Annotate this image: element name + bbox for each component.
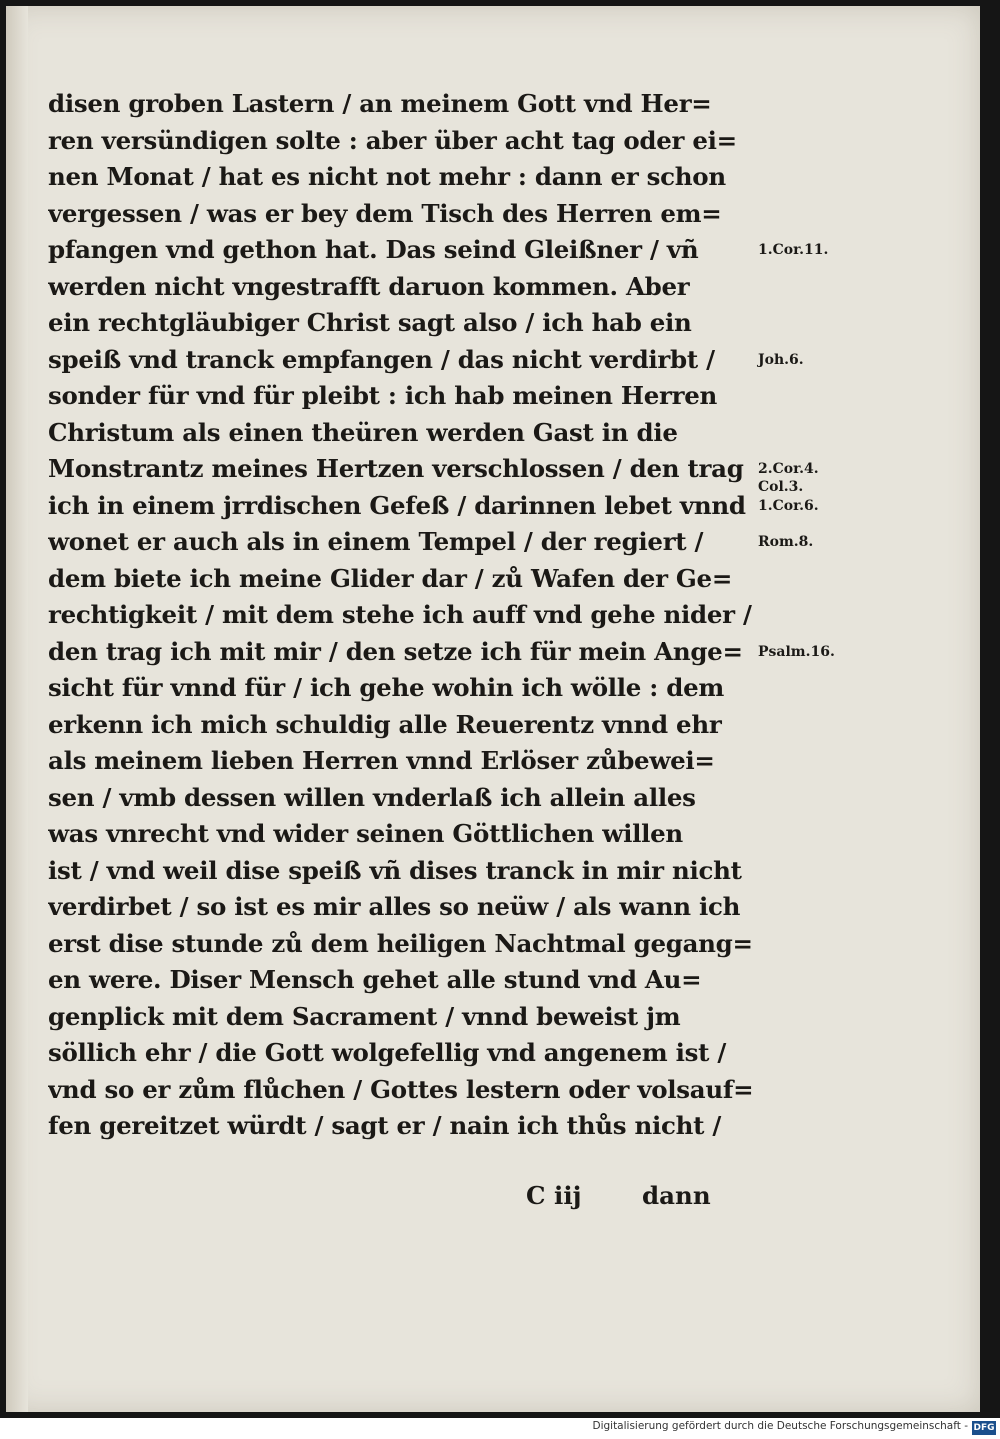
text-line: sen / vmb dessen willen vnderlaß ich allein alles <box>48 782 696 812</box>
text-line: rechtigkeit / mit dem stehe ich auff vnd gehe nider / <box>48 600 752 629</box>
text-line: disen groben Lastern / an meinem Gott vnd Her= <box>48 89 712 118</box>
text-line: vnd so er zům flůchen / Gottes lestern oder volsauf= <box>48 1074 754 1104</box>
text-line: sicht für vnnd für / ich gehe wohin ich wölle : dem <box>48 673 725 702</box>
text-line: verdirbet / so ist es mir alles so neüw / als wann ich <box>48 892 741 921</box>
margin-reference: 1.Cor.11. <box>758 242 829 258</box>
text-line: speiß vnd tranck empfangen / das nicht verdirbt / <box>48 344 715 374</box>
text-line: ist / vnd weil dise speiß vñ dises tranck in mir nicht <box>48 855 742 885</box>
text-line: den trag ich mit mir / den setze ich für mein Ange= <box>48 636 743 666</box>
text-line: wonet er auch als in einem Tempel / der regiert / <box>48 527 704 556</box>
text-line: was vnrecht vnd wider seinen Göttlichen willen <box>48 819 683 848</box>
dfg-logo: DFG <box>973 1423 995 1433</box>
text-line: als meinem lieben Herren vnnd Erlöser zůbewei= <box>48 746 715 775</box>
text-line: ren versündigen solte : aber über acht tag oder ei= <box>48 125 737 155</box>
text-line: ein rechtgläubiger Christ sagt also / ich hab ein <box>48 308 692 337</box>
body-text <box>48 86 768 1145</box>
text-line: erkenn ich mich schuldig alle Reuerentz vnnd ehr <box>48 709 722 739</box>
page-footer <box>6 1181 726 1217</box>
text-line: sonder für vnd für pleibt : ich hab meinen Herren <box>48 381 718 410</box>
text-line: nen Monat / hat es nicht not mehr : dann er schon <box>48 162 726 191</box>
text-line: dem biete ich meine Glider dar / zů Wafen der Ge= <box>48 563 733 593</box>
margin-reference: Col.3. <box>758 479 804 496</box>
margin-reference: Rom.8. <box>758 534 814 550</box>
text-line: söllich ehr / die Gott wolgefellig vnd angenem ist / <box>48 1038 727 1067</box>
text-line: erst dise stunde zů dem heiligen Nachtmal gegang= <box>48 928 753 958</box>
margin-reference: Psalm.16. <box>758 643 835 660</box>
text-line: ich in einem jrrdischen Gefeß / darinnen lebet vnnd <box>48 490 746 520</box>
catchword: dann <box>642 1181 711 1210</box>
signature-mark: C iij <box>526 1181 582 1210</box>
margin-reference: Joh.6. <box>758 351 804 368</box>
text-line: pfangen vnd gethon hat. Das seind Gleißner / vñ <box>48 235 699 264</box>
margin-reference: 1.Cor.6. <box>758 497 819 514</box>
digitization-credit: Digitalisierung gefördert durch die Deutsche Forschungsgemeinschaft - <box>592 1420 968 1432</box>
book-page <box>6 6 980 1412</box>
text-line: en were. Diser Mensch gehet alle stund vnd Au= <box>48 965 702 994</box>
text-line: vergessen / was er bey dem Tisch des Herren em= <box>48 198 722 228</box>
text-line: werden nicht vngestrafft daruon kommen. Aber <box>48 271 690 301</box>
text-line: fen gereitzet würdt / sagt er / nain ich thůs nicht / <box>48 1111 721 1140</box>
text-line: Christum als einen theüren werden Gast in die <box>48 417 678 447</box>
margin-reference: 2.Cor.4. <box>758 461 819 477</box>
text-line: Monstrantz meines Hertzen verschlossen / den trag <box>48 454 744 483</box>
text-line: genplick mit dem Sacrament / vnnd beweist jm <box>48 1001 681 1031</box>
